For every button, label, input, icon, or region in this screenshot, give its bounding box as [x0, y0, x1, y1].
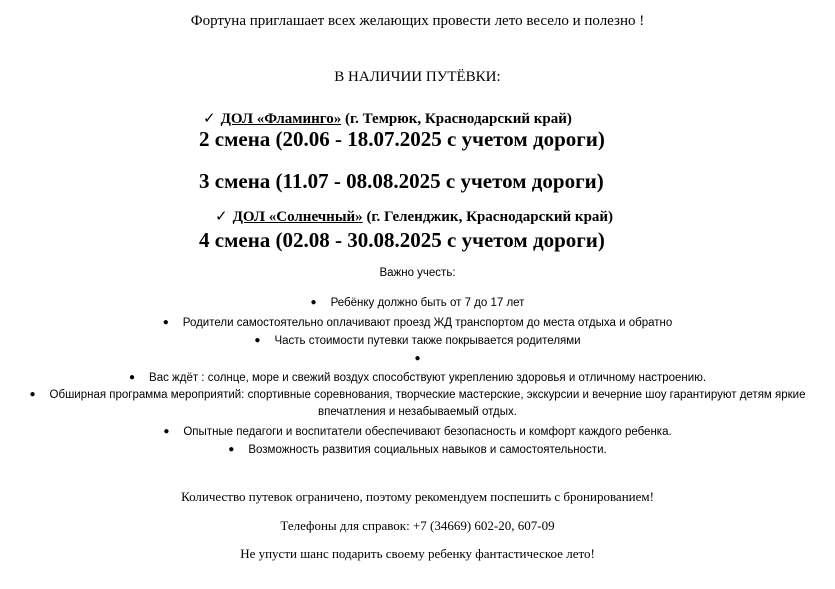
bullet-icon: ● [228, 444, 235, 455]
bullet-icon: ● [162, 317, 169, 328]
footer-closing: Не упусти шанс подарить своему ребенку фантастическое лето! [240, 546, 595, 561]
availability-heading: В НАЛИЧИИ ПУТЁВКИ: [334, 69, 501, 85]
camp-name: ДОЛ «Солнечный» [232, 209, 363, 225]
camp-location: (г. Темрюк, Краснодарский край) [341, 111, 572, 127]
footer-limited: Количество путевок ограничено, поэтому рекомендуем поспешить с бронированием! [181, 489, 654, 504]
list-item: ● Часть стоимости путевки также покрывается родителями [0, 332, 835, 350]
list-item: ● Опытные педагоги и воспитатели обеспечивают безопасность и комфорт каждого ребенка. [0, 423, 835, 441]
intro-text: Фортуна приглашает всех желающих провести лето весело и полезно ! [190, 13, 645, 29]
bullet-icon: ● [163, 426, 170, 437]
footer-phones: Телефоны для справок: +7 (34669) 602-20, 607-09 [280, 518, 555, 533]
camp-name: ДОЛ «Фламинго» [220, 111, 342, 127]
list-item [0, 350, 835, 368]
bullet-icon: ● [128, 372, 136, 383]
important-label: Важно учесть: [379, 267, 456, 279]
shift-2: 2 смена (20.06 - 18.07.2025 с учетом дороги) [199, 127, 605, 151]
bullet-icon: ● [254, 335, 261, 346]
shift-4: 4 смена (02.08 - 30.08.2025 с учетом дороги) [199, 228, 605, 252]
list-item: ● Обширная программа мероприятий: спортивные соревнования, творческие мастерские, экскурсии и вечерние шоу гарантируют детям яркие впечатления и незабываемый отдых. [0, 386, 835, 421]
camp-location: (г. Геленджик, Краснодарский край) [362, 209, 614, 225]
shift-3: 3 смена (11.07 - 08.08.2025 с учетом дороги) [199, 169, 604, 193]
checkmark-icon: ✓ [203, 111, 216, 127]
bullet-icon: ● [29, 389, 36, 400]
camp-solnechny [215, 207, 613, 226]
list-item: ● Родители самостоятельно оплачивают проезд ЖД транспортом до места отдыха и обратно [0, 314, 835, 332]
camp-flamingo [203, 109, 572, 128]
checkmark-icon: ✓ [215, 209, 228, 225]
list-item: ● Возможность развития социальных навыков и самостоятельности. [0, 441, 835, 459]
bullet-icon: ● [310, 297, 317, 308]
list-item: ● Вас ждёт : солнце, море и свежий воздух способствуют укреплению здоровья и отличному настроению. [0, 369, 835, 387]
list-item: ● Ребёнку должно быть от 7 до 17 лет [0, 294, 835, 312]
bullet-icon: ● [414, 353, 421, 364]
